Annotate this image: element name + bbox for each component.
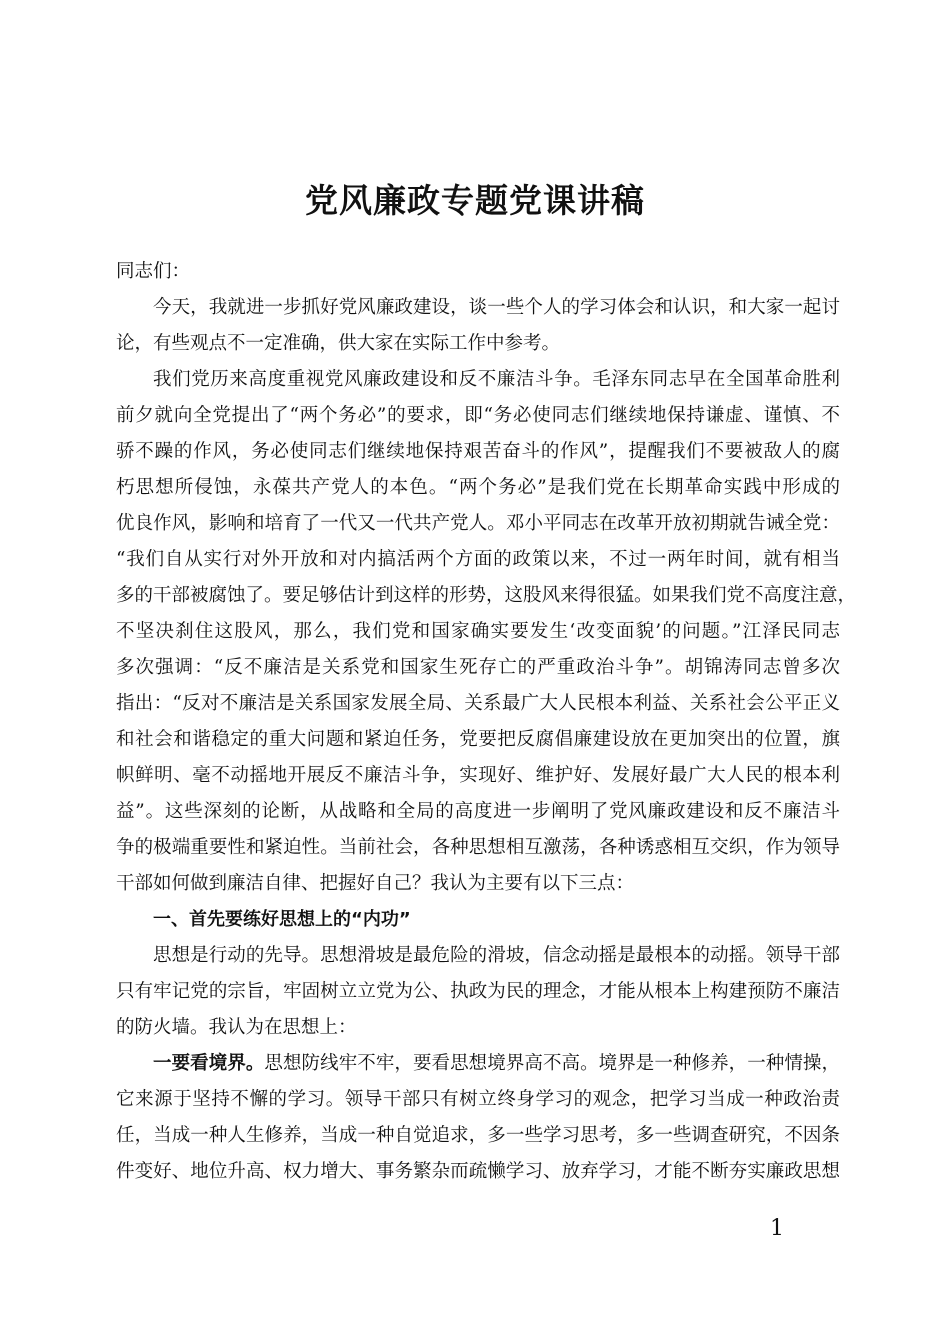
paragraph-line: 今天，我就进一步抓好党风廉政建设，谈一些个人的学习体会和认识，和大家一起讨 (153, 297, 840, 318)
paragraph-line: 益”。这些深刻的论断，从战略和全局的高度进一步阐明了党风廉政建设和反不廉洁斗 (116, 801, 840, 822)
paragraph-history (116, 362, 857, 902)
paragraph-thought (116, 938, 840, 1046)
paragraph-line: 任，当成一种人生修养，当成一种自觉追求，多一些学习思考，多一些调查研究，不因条 (116, 1125, 840, 1146)
paragraph-realm (116, 1046, 840, 1190)
paragraph-intro (116, 290, 840, 362)
paragraph-line: 优良作风，影响和培育了一代又一代共产党人。邓小平同志在改革开放初期就告诫全党： (116, 513, 840, 534)
paragraph-line: 论，有些观点不一定准确，供大家在实际工作中参考。 (116, 333, 561, 354)
paragraph-line: 干部如何做到廉洁自律、把握好自己？我认为主要有以下三点： (116, 873, 635, 894)
paragraph-line: 多的干部被腐蚀了。要足够估计到这样的形势，这股风来得很猛。如果我们党不高度注意， (116, 585, 857, 606)
paragraph-line: 和社会和谐稳定的重大问题和紧迫任务，党要把反腐倡廉建设放在更加突出的位置，旗 (116, 729, 840, 750)
salutation: 同志们： (116, 261, 191, 282)
paragraph-lead: 一要看境界。 (153, 1053, 265, 1074)
paragraph-line: 思想是行动的先导。思想滑坡是最危险的滑坡，信念动摇是最根本的动摇。领导干部 (153, 945, 840, 966)
paragraph-line: 它来源于坚持不懈的学习。领导干部只有树立终身学习的观念，把学习当成一种政治责 (116, 1089, 840, 1110)
paragraph-line: 朽思想所侵蚀，永葆共产党人的本色。“两个务必”是我们党在长期革命实践中形成的 (116, 477, 840, 498)
page-number: 1 (770, 1216, 784, 1241)
paragraph-line: 前夕就向全党提出了“两个务必”的要求，即“务必使同志们继续地保持谦虚、谨慎、不 (116, 405, 840, 426)
paragraph-line: 争的极端重要性和紧迫性。当前社会，各种思想相互激荡，各种诱惑相互交织，作为领导 (116, 837, 840, 858)
document-body (116, 254, 857, 1190)
paragraph-text: 思想防线牢不牢，要看思想境界高不高。境界是一种修养，一种情操， (264, 1053, 840, 1074)
paragraph-line: “我们自从实行对外开放和对内搞活两个方面的政策以来，不过一两年时间，就有相当 (116, 549, 840, 570)
document-title: 党风廉政专题党课讲稿 (305, 181, 645, 220)
paragraph-line: 件变好、地位升高、权力增大、事务繁杂而疏懒学习、放弃学习，才能不断夯实廉政思想 (116, 1161, 840, 1182)
paragraph-line: 多次强调：“反不廉洁是关系党和国家生死存亡的严重政治斗争”。胡锦涛同志曾多次 (116, 657, 840, 678)
paragraph-line: 不坚决刹住这股风，那么，我们党和国家确实要发生‘改变面貌’的问题。”江泽民同志 (116, 621, 840, 642)
paragraph-line: 我们党历来高度重视党风廉政建设和反不廉洁斗争。毛泽东同志早在全国革命胜利 (153, 369, 840, 390)
paragraph-line: 指出：“反对不廉洁是关系国家发展全局、关系最广大人民根本利益、关系社会公平正义 (116, 693, 840, 714)
section-heading: 一、首先要练好思想上的“内功” (153, 909, 411, 930)
paragraph-line: 只有牢记党的宗旨，牢固树立立党为公、执政为民的理念，才能从根本上构建预防不廉洁 (116, 981, 840, 1002)
paragraph-line: 的防火墙。我认为在思想上： (116, 1017, 357, 1038)
paragraph-line: 骄不躁的作风，务必使同志们继续地保持艰苦奋斗的作风”，提醒我们不要被敌人的腐 (116, 441, 840, 462)
paragraph-line: 帜鲜明、毫不动摇地开展反不廉洁斗争，实现好、维护好、发展好最广大人民的根本利 (116, 765, 840, 786)
paragraph-line (116, 1046, 840, 1082)
